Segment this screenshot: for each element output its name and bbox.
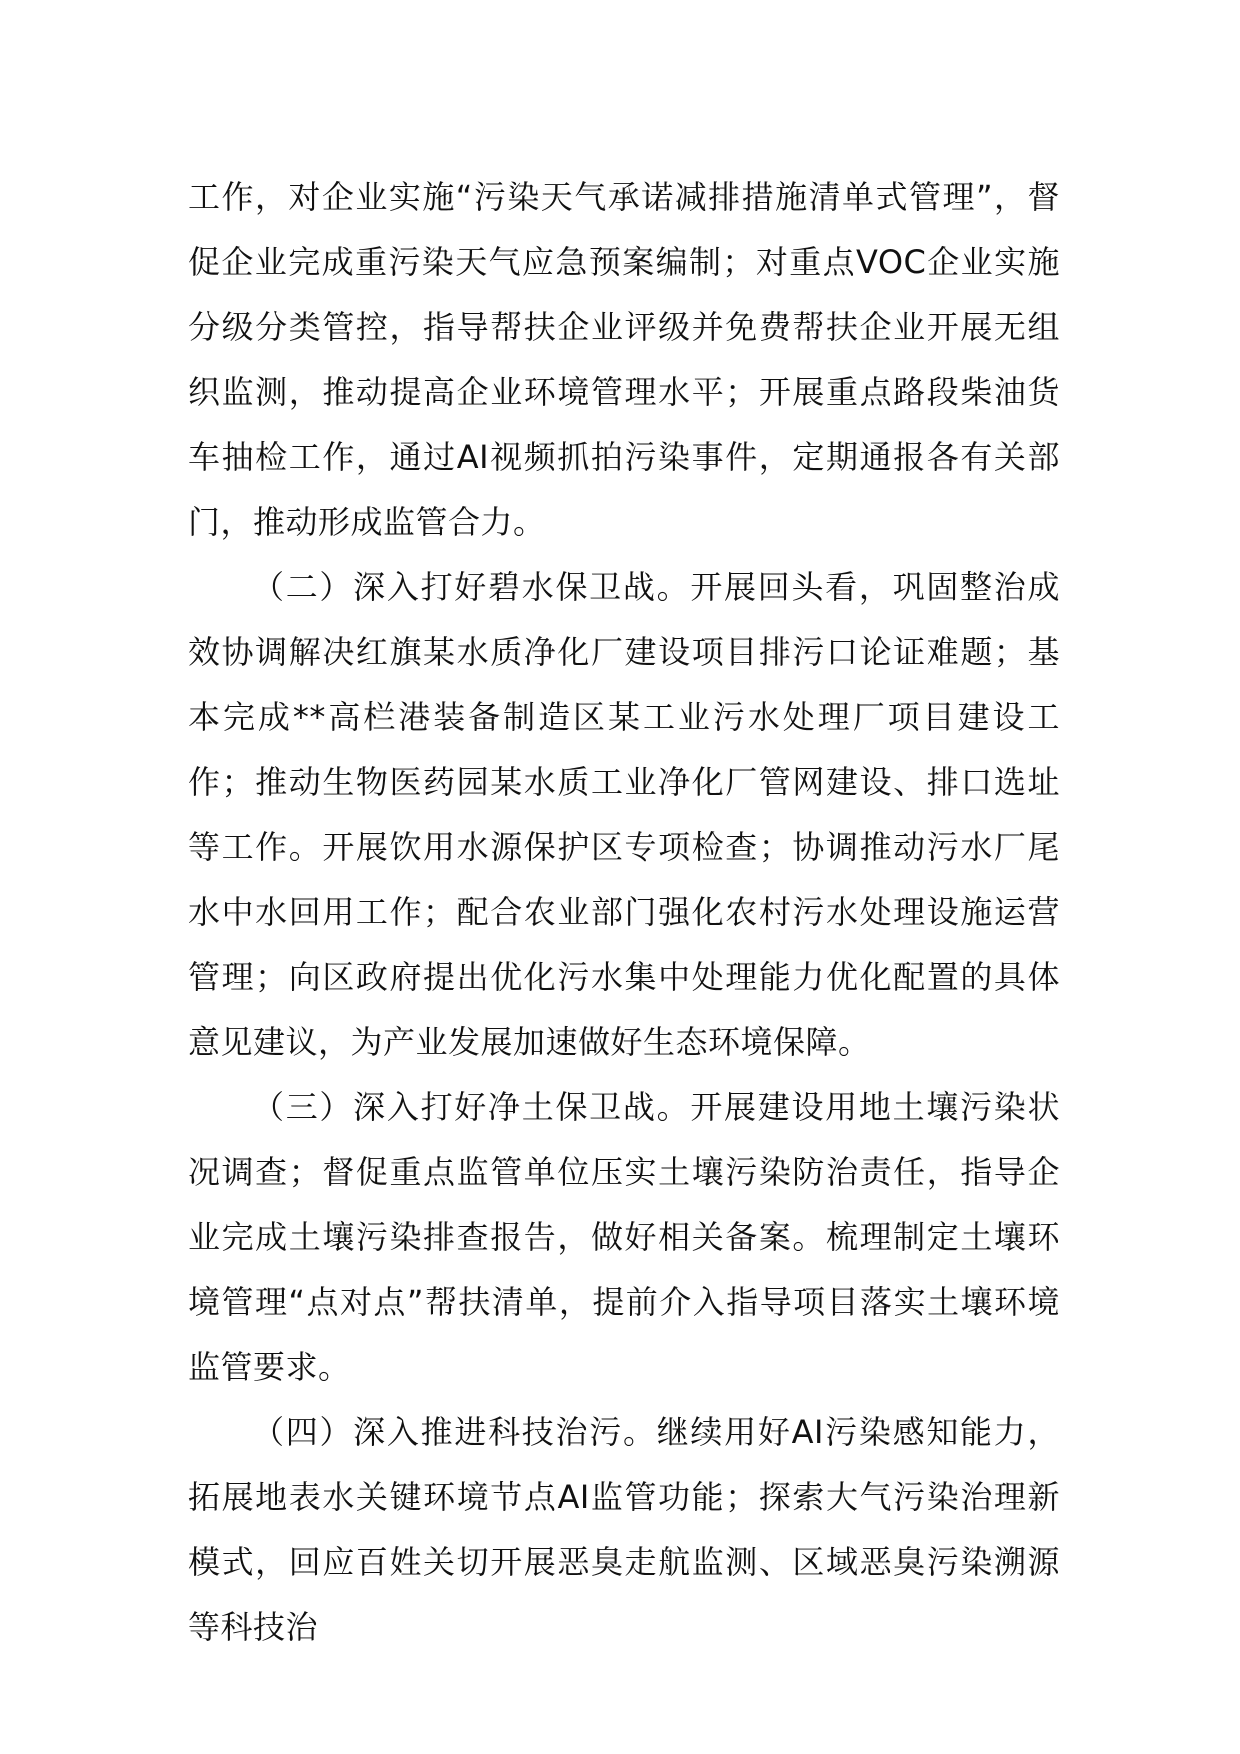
paragraph-section-3: （三）深入打好净土保卫战。开展建设用地土壤污染状况调查；督促重点监管单位压实土壤污染防治责任，指导企业完成土壤污染排查报告，做好相关备案。梳理制定土壤环境管理“点对点”帮扶清单，提前介入指导项目落实土壤环境监管要求。: [188, 1088, 1060, 1386]
paragraph-section-4: （四）深入推进科技治污。继续用好AI污染感知能力，拓展地表水关键环境节点AI监管功能；探索大气污染治理新模式，回应百姓关切开展恶臭走航监测、区域恶臭污染溯源等科技治: [188, 1413, 1060, 1646]
paragraph-continuation: 工作，对企业实施“污染天气承诺减排措施清单式管理”，督促企业完成重污染天气应急预案编制；对重点VOC企业实施分级分类管控，指导帮扶企业评级并免费帮扶企业开展无组织监测，推动提高企业环境管理水平；开展重点路段柴油货车抽检工作，通过AI视频抓拍污染事件，定期通报各有关部门，推动形成监管合力。: [188, 178, 1060, 541]
document-body: [188, 165, 1060, 1660]
paragraph-section-2: （二）深入打好碧水保卫战。开展回头看，巩固整治成效协调解决红旗某水质净化厂建设项目排污口论证难题；基本完成**高栏港装备制造区某工业污水处理厂项目建设工作；推动生物医药园某水质工业净化厂管网建设、排口选址等工作。开展饮用水源保护区专项检查；协调推动污水厂尾水中水回用工作；配合农业部门强化农村污水处理设施运营管理；向区政府提出优化污水集中处理能力优化配置的具体意见建议，为产业发展加速做好生态环境保障。: [188, 568, 1060, 1061]
